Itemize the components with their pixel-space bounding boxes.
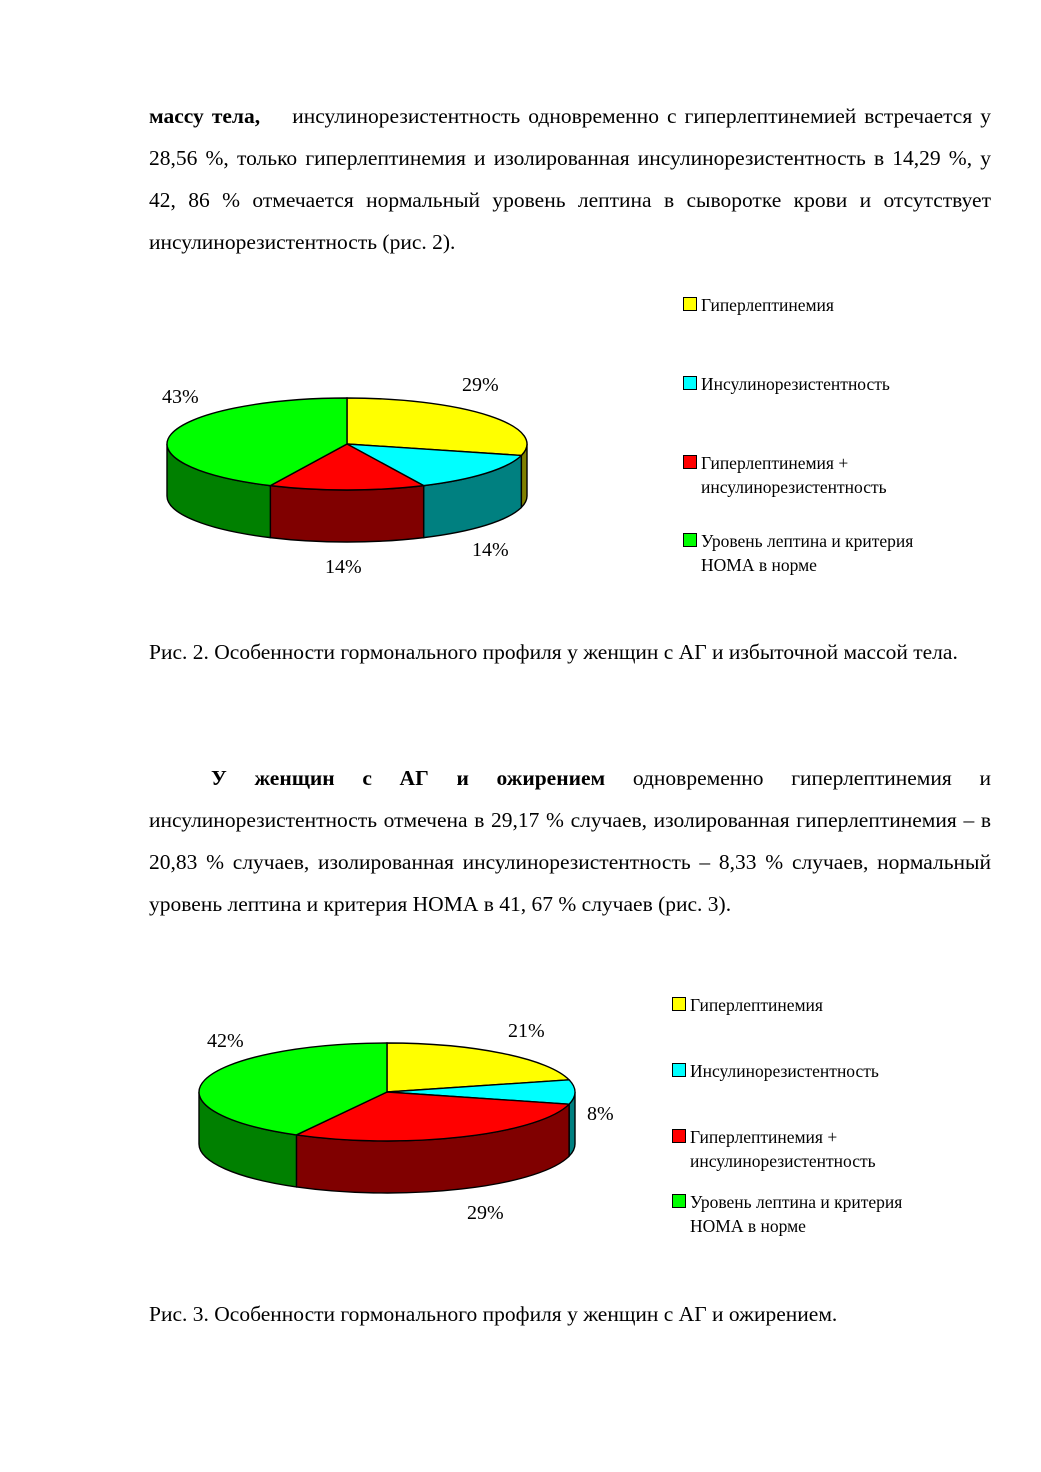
figure-3-legend [672, 993, 972, 1253]
pie-data-label: 14% [472, 539, 509, 561]
legend-label: Инсулинорезистентность [701, 374, 890, 394]
legend-label: Гиперлептинемия [690, 995, 823, 1015]
paragraph-2-text: одновременно гиперлептинемия и инсулинорезистентность отмечена в 29,17 % случаев, изолированная гиперлептинемия – в 20,83 % случаев, изолированная инсулинорезистентность – 8,33 % случаев, нормальный уровень лептина и критерия НОМА в 41, 67 % случаев (рис. 3). [149, 766, 991, 916]
pie-data-label: 14% [325, 556, 362, 578]
pie-data-label: 29% [462, 374, 499, 396]
paragraph-1-text: инсулинорезистентность одновременно с гиперлептинемией встречается у 28,56 %, только гиперлептинемия и изолированная инсулинорезистентность в 14,29 %, у 42, 86 % отмечается нормальный уровень лептина в сыворотке крови и отсутствует инсулинорезистентность (рис. 2). [149, 104, 992, 254]
pie-data-label: 8% [587, 1103, 614, 1125]
legend-label: Уровень лептина и критерия НОМА в норме [690, 1192, 903, 1236]
paragraph-2-bold-lead: У женщин с АГ и ожирением [211, 766, 606, 790]
legend-label: Уровень лептина и критерия НОМА в норме [701, 531, 914, 575]
legend-label: Гиперлептинемия [701, 295, 834, 315]
pie-data-label: 42% [207, 1030, 244, 1052]
legend-item [672, 993, 930, 1017]
pie-data-label: 29% [467, 1202, 504, 1224]
legend-item [672, 1125, 900, 1173]
legend-label: Инсулинорезистентность [690, 1061, 879, 1081]
legend-item [672, 1059, 930, 1083]
legend-swatch [672, 997, 686, 1011]
figure-3-caption: Рис. 3. Особенности гормонального профиля у женщин с АГ и ожирением. [149, 1302, 838, 1326]
legend-swatch [672, 1194, 686, 1208]
legend-label: Гиперлептинемия + инсулинорезистентность [690, 1127, 876, 1171]
figure-2-caption: Рис. 2. Особенности гормонального профиля у женщин с АГ и избыточной массой тела. [149, 640, 958, 664]
legend-swatch [672, 1063, 686, 1077]
pie-data-label: 43% [162, 386, 199, 408]
pie-data-label: 21% [508, 1020, 545, 1042]
legend-swatch [672, 1129, 686, 1143]
paragraph-1-bold-lead: массу тела, [149, 104, 261, 128]
legend-item [672, 1190, 920, 1238]
legend-label: Гиперлептинемия + инсулинорезистентность [701, 453, 887, 497]
